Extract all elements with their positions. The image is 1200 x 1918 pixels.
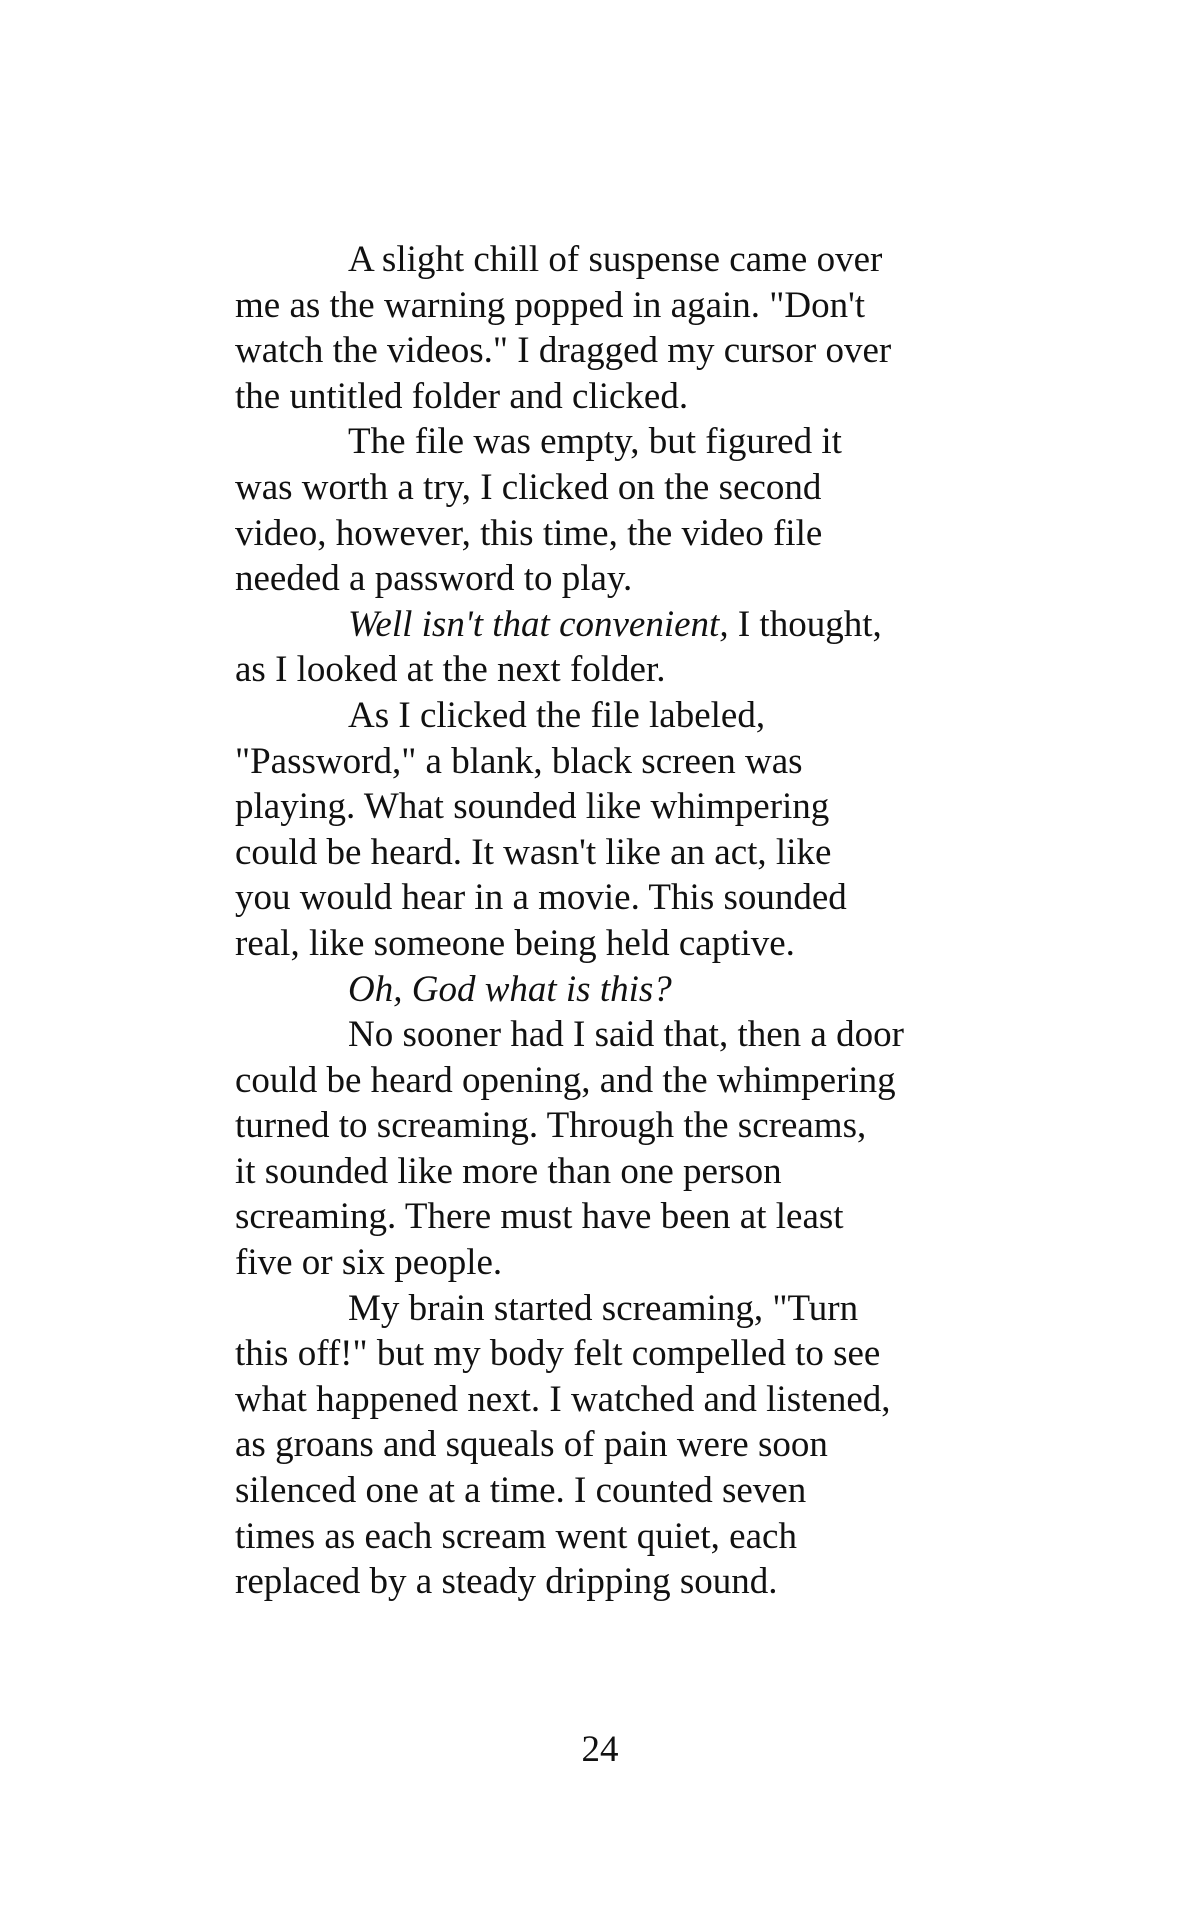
line-text: watch the videos." I dragged my cursor over [235,330,892,372]
line-text: As I clicked the file labeled, [348,694,766,736]
line-text: My brain started screaming, "Turn [348,1287,859,1329]
line-text: real, like someone being held captive. [235,922,795,964]
line-text: could be heard. It wasn't like an act, like [235,831,832,873]
line-text: me as the warning popped in again. "Don't [235,284,866,326]
text-line [235,875,955,921]
text-line [235,1468,955,1514]
body-text [235,237,955,1605]
text-line [235,1240,955,1286]
text-line [235,784,955,830]
line-text: video, however, this time, the video file [235,512,823,554]
line-text: "Password," a blank, black screen was [235,740,803,782]
line-text: the untitled folder and clicked. [235,375,689,417]
line-text: needed a password to play. [235,558,633,600]
line-text: five or six people. [235,1242,503,1284]
text-line [235,830,955,876]
line-text: as I looked at the next folder. [235,649,666,691]
text-line [235,921,955,967]
line-text: times as each scream went quiet, each [235,1515,797,1557]
paragraph-first-line [235,967,955,1013]
line-text: silenced one at a time. I counted seven [235,1470,807,1512]
line-text: The file was empty, but figured it [348,421,842,463]
paragraph-first-line [235,602,955,648]
text-line [235,647,955,693]
text-line [235,1149,955,1195]
line-text: A slight chill of suspense came over [348,239,883,280]
text-line [235,1514,955,1560]
italic-text: Oh, God what is this? [348,968,672,1010]
paragraph-first-line [235,693,955,739]
text-line [235,328,955,374]
line-text: it sounded like more than one person [235,1150,782,1192]
line-text: was worth a try, I clicked on the second [235,466,822,508]
paragraph-first-line [235,1286,955,1332]
text-line [235,1103,955,1149]
paragraph-first-line [235,1012,955,1058]
text-line [235,556,955,602]
text-line [235,1377,955,1423]
text-line [235,1422,955,1468]
paragraph-first-line [235,419,955,465]
line-text: playing. What sounded like whimpering [235,786,830,828]
line-text: turned to screaming. Through the screams, [235,1105,867,1147]
text-line [235,283,955,329]
text-line [235,1194,955,1240]
text-line [235,465,955,511]
text-line [235,1058,955,1104]
text-line [235,739,955,785]
page-number: 24 [581,1729,619,1770]
italic-text: Well isn't that convenient, [348,603,729,645]
paragraph-first-line [235,237,955,283]
line-text: this off!" but my body felt compelled to see [235,1333,881,1375]
text-line [235,1331,955,1377]
text-line [235,511,955,557]
line-text: as groans and squeals of pain were soon [235,1424,828,1466]
line-text: I thought, [728,603,882,645]
line-text: screaming. There must have been at least [235,1196,844,1238]
line-text: could be heard opening, and the whimpering [235,1059,896,1101]
line-text: No sooner had I said that, then a door [348,1014,904,1056]
line-text: replaced by a steady dripping sound. [235,1561,778,1603]
text-line [235,374,955,420]
line-text: what happened next. I watched and listened, [235,1378,891,1420]
line-text: you would hear in a movie. This sounded [235,877,847,919]
text-line [235,1559,955,1605]
